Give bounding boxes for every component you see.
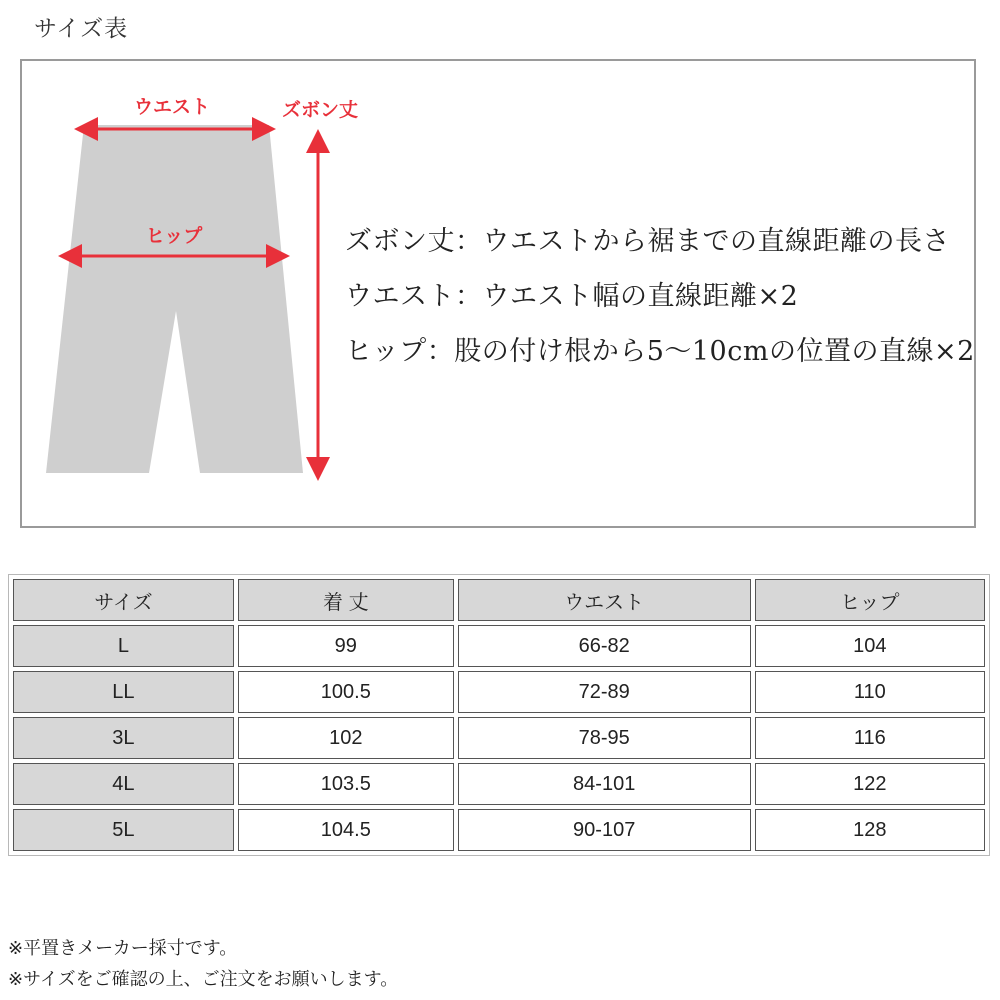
- waist-cell: 84-101: [458, 763, 751, 805]
- size-cell: 3L: [13, 717, 234, 759]
- length-description: ズボン丈：ウエストから裾までの直線距離の長さ: [345, 226, 950, 257]
- waist-description: ウエスト：ウエスト幅の直線距離×2: [345, 281, 799, 312]
- length-cell: 100.5: [238, 671, 454, 713]
- size-cell: 5L: [13, 809, 234, 851]
- length-cell: 103.5: [238, 763, 454, 805]
- size-cell: LL: [13, 671, 234, 713]
- waist-cell: 78-95: [458, 717, 751, 759]
- pants-shape: [46, 125, 303, 473]
- page-title: サイズ表: [34, 16, 129, 42]
- table-row: [13, 763, 985, 805]
- length-cell: 102: [238, 717, 454, 759]
- hip-cell: 116: [755, 717, 985, 759]
- length-cell: 104.5: [238, 809, 454, 851]
- table-row: [13, 809, 985, 851]
- hip-cell: 128: [755, 809, 985, 851]
- hip-label: ヒップ: [145, 226, 203, 247]
- table-row: [13, 625, 985, 667]
- table-row: [13, 671, 985, 713]
- waist-cell: 72-89: [458, 671, 751, 713]
- length-label: ズボン丈: [281, 100, 359, 121]
- measurement-diagram: [20, 59, 976, 528]
- header-size: サイズ: [13, 579, 234, 621]
- size-cell: L: [13, 625, 234, 667]
- length-cell: 99: [238, 625, 454, 667]
- note-measurement: ※平置きメーカー採寸です。: [8, 938, 238, 959]
- size-cell: 4L: [13, 763, 234, 805]
- hip-description: ヒップ：股の付け根から5～10cmの位置の直線×2: [345, 336, 975, 367]
- waist-label: ウエスト: [133, 97, 211, 118]
- header-waist: ウエスト: [458, 579, 751, 621]
- table-row: [13, 717, 985, 759]
- hip-cell: 122: [755, 763, 985, 805]
- waist-cell: 66-82: [458, 625, 751, 667]
- header-hip: ヒップ: [755, 579, 985, 621]
- table-header-row: [13, 579, 985, 621]
- waist-cell: 90-107: [458, 809, 751, 851]
- note-confirm-size: ※サイズをご確認の上、ご注文をお願いします。: [8, 969, 399, 990]
- header-length: 着 丈: [238, 579, 454, 621]
- size-table: [8, 574, 990, 856]
- hip-cell: 104: [755, 625, 985, 667]
- hip-cell: 110: [755, 671, 985, 713]
